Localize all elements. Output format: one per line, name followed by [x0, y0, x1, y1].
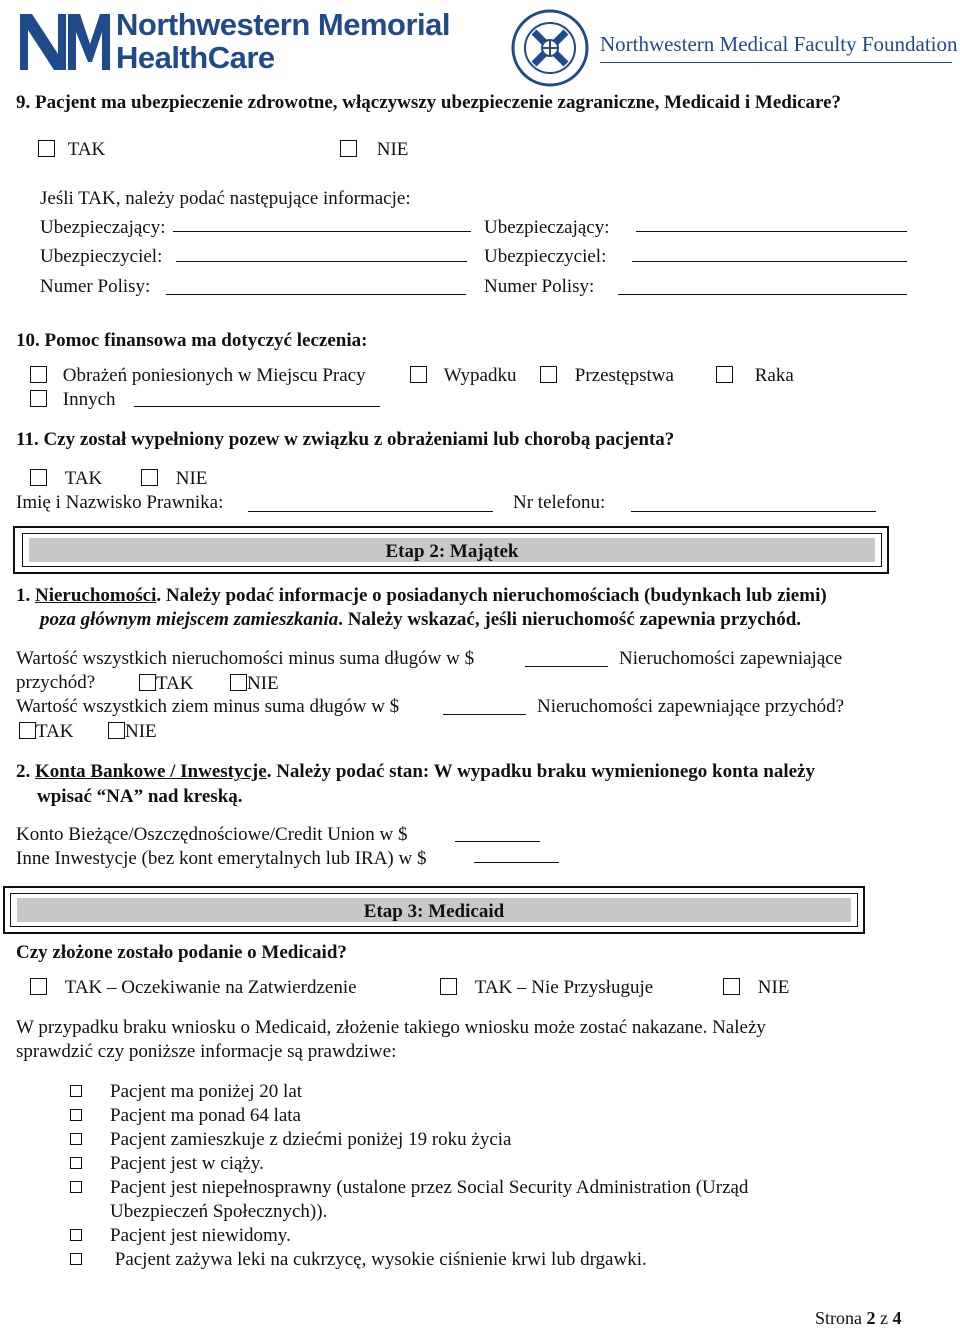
q9-insurer-1-field[interactable]	[173, 231, 471, 232]
q10-accident-checkbox[interactable]	[410, 366, 427, 383]
q10-other-checkbox[interactable]	[30, 390, 47, 407]
stage2-other-inv-label: Inne Inwestycje (bez kont emerytalnych lub IRA) w $	[16, 848, 427, 869]
stage2-r1-italic: poza głównym miejscem zamieszkania	[40, 609, 339, 630]
nm-logo-text	[116, 8, 450, 74]
stage2-land-yes-checkbox[interactable]	[19, 722, 36, 739]
checklist-box-icon[interactable]	[70, 1157, 82, 1169]
nm-logo-mark	[18, 10, 112, 72]
checklist-item[interactable]	[70, 1225, 291, 1247]
checklist-item-label: Pacjent ma poniżej 20 lat	[110, 1081, 303, 1102]
stage2-checking-label: Konto Bieżące/Oszczędnościowe/Credit Union w $	[16, 824, 408, 845]
checklist-item[interactable]	[70, 1249, 647, 1271]
checklist-item[interactable]	[70, 1153, 264, 1175]
checklist-item[interactable]	[70, 1081, 302, 1103]
q10-cancer-checkbox[interactable]	[716, 366, 733, 383]
stage2-r2-text: . Należy podać stan: W wypadku braku wymienionego konta należy	[266, 761, 815, 782]
q9-policy-2-field[interactable]	[618, 294, 907, 295]
q9-yes-option[interactable]	[38, 139, 105, 161]
q10-crime-checkbox[interactable]	[540, 366, 557, 383]
stage3-no-checkbox[interactable]	[723, 978, 740, 995]
stage2-prop-value-label: Wartość wszystkich nieruchomości minus suma długów w $	[16, 648, 475, 669]
stage3-pending-label: TAK – Oczekiwanie na Zatwierdzenie	[64, 977, 357, 998]
stage2-prop-yes-option[interactable]	[139, 673, 194, 695]
q11-yes-option[interactable]	[30, 468, 102, 490]
stage2-prop-no-checkbox[interactable]	[230, 674, 247, 691]
stage2-land-no-label: NIE	[125, 721, 157, 742]
stage2-r1-num: 1.	[16, 585, 31, 606]
q11-yes-label: TAK	[64, 468, 103, 489]
checklist-item-label: Pacjent ma ponad 64 lata	[110, 1105, 301, 1126]
q10-question: 10. Pomoc finansowa ma dotyczyć leczenia:	[16, 330, 368, 351]
q9-if-yes: Jeśli TAK, należy podać następujące informacje:	[40, 188, 411, 209]
stage2-r1-text2: . Należy wskazać, jeśli nieruchomość zapewnia przychód.	[338, 609, 802, 630]
stage3-denied-option[interactable]	[440, 977, 653, 999]
stage3-no-option[interactable]	[723, 977, 789, 999]
stage2-land-no-option[interactable]	[108, 721, 157, 743]
checklist-item-label: Pacjent zażywa leki na cukrzycę, wysokie ciśnienie krwi lub drgawki.	[110, 1249, 647, 1270]
q11-phone-field[interactable]	[631, 511, 876, 512]
checklist-item[interactable]	[70, 1105, 301, 1127]
page-of-word: z	[880, 1308, 888, 1328]
q9-insurer-2-field[interactable]	[636, 231, 907, 232]
stage2-land-value-label: Wartość wszystkich ziem minus suma długów w $	[16, 696, 400, 717]
stage2-r2-head: Konta Bankowe / Inwestycje	[35, 761, 267, 782]
stage3-no-label: NIE	[757, 977, 790, 998]
checklist-box-icon[interactable]	[70, 1133, 82, 1145]
stage2-land-income-label: Nieruchomości zapewniające przychód?	[537, 696, 845, 717]
q9-question: 9. Pacjent ma ubezpieczenie zdrowotne, włączywszy ubezpieczenie zagraniczne, Medicaid i Medicare?	[16, 92, 842, 113]
q9-no-label: NIE	[376, 139, 409, 160]
q10-other-label: Innych	[62, 389, 116, 410]
stage2-prop-yes-label: TAK	[156, 673, 194, 694]
checklist-item-continued: Ubezpieczeń Społecznych)).	[110, 1201, 328, 1222]
checklist-box-icon[interactable]	[70, 1229, 82, 1241]
q11-question: 11. Czy został wypełniony pozew w związku z obrażeniami lub chorobą pacjenta?	[16, 429, 675, 450]
checklist-item-label: Pacjent jest w ciąży.	[110, 1153, 264, 1174]
stage2-r1-text: . Należy podać informacje o posiadanych nieruchomościach (budynkach lub ziemi)	[156, 585, 827, 606]
q9-no-option[interactable]	[340, 139, 408, 161]
page-current: 2	[866, 1308, 876, 1328]
checklist-item-label: Pacjent jest niepełnosprawny (ustalone przez Social Security Administration (Urząd	[110, 1177, 749, 1198]
q9-yes-label: TAK	[67, 139, 106, 160]
nm-logo-line-1: Northwestern Memorial	[116, 7, 451, 42]
q11-lawyer-label: Imię i Nazwisko Prawnika:	[16, 492, 224, 513]
q10-work-label: Obrażeń poniesionych w Miejscu Pracy	[62, 365, 366, 386]
q9-policy-1-field[interactable]	[166, 294, 466, 295]
q9-policy-1-label: Numer Polisy:	[40, 276, 151, 297]
checklist-item[interactable]	[70, 1177, 748, 1199]
q9-insured-2-field[interactable]	[632, 261, 907, 262]
stage2-prop-no-label: NIE	[247, 673, 279, 694]
q11-no-label: NIE	[175, 468, 208, 489]
q9-insured-1-label: Ubezpieczyciel:	[40, 246, 163, 267]
page-total: 4	[892, 1308, 902, 1328]
stage3-question: Czy złożone zostało podanie o Medicaid?	[16, 942, 347, 963]
stage3-pending-checkbox[interactable]	[30, 978, 47, 995]
stage2-land-yes-option[interactable]	[19, 721, 74, 743]
stage2-r1-head: Nieruchomości	[35, 585, 157, 606]
q9-policy-2-label: Numer Polisy:	[484, 276, 595, 297]
checklist-box-icon[interactable]	[70, 1253, 82, 1265]
q10-work-checkbox[interactable]	[30, 366, 47, 383]
q11-phone-label: Nr telefonu:	[513, 492, 606, 513]
stage2-r2-line	[16, 761, 815, 783]
stage2-r2-text2: wpisać “NA” nad kreską.	[37, 786, 243, 807]
nm-logo-line-2: HealthCare	[116, 40, 275, 75]
stage3-pending-option[interactable]	[30, 977, 357, 999]
stage2-other-inv-field[interactable]	[474, 862, 559, 863]
stage2-prop-value-field[interactable]	[525, 666, 608, 667]
stage2-prop-no-option[interactable]	[230, 673, 279, 695]
q10-crime-option[interactable]	[540, 365, 674, 387]
q10-cancer-option[interactable]	[716, 365, 794, 387]
stage2-prop-income-label-b: przychód?	[16, 672, 96, 693]
stage2-r2-num: 2.	[16, 761, 31, 782]
checklist-item-label: Pacjent jest niewidomy.	[110, 1225, 291, 1246]
q9-insured-1-field[interactable]	[176, 261, 467, 262]
stage3-denied-label: TAK – Nie Przysługuje	[474, 977, 654, 998]
q9-insurer-2-label: Ubezpieczający:	[484, 217, 610, 238]
checklist-box-icon[interactable]	[70, 1181, 82, 1193]
q10-accident-option[interactable]	[410, 365, 516, 387]
stage2-checking-field[interactable]	[455, 841, 540, 842]
checklist-box-icon[interactable]	[70, 1085, 82, 1097]
stage2-title: Etap 2: Majątek	[385, 541, 519, 562]
checklist-item[interactable]	[70, 1129, 511, 1151]
stage3-note-line-2: sprawdzić czy poniższe informacje są prawdziwe:	[16, 1041, 397, 1062]
q11-yes-checkbox[interactable]	[30, 469, 47, 486]
stage2-land-yes-label: TAK	[36, 721, 74, 742]
q9-insurer-1-label: Ubezpieczający:	[40, 217, 166, 238]
q11-no-option[interactable]	[141, 468, 207, 490]
q9-no-checkbox[interactable]	[340, 140, 357, 157]
stage2-r1-line	[16, 585, 827, 607]
checklist-box-icon[interactable]	[70, 1109, 82, 1121]
q10-cancer-label: Raka	[754, 365, 794, 386]
q10-other-option[interactable]	[30, 389, 116, 411]
nmff-logo-text: Northwestern Medical Faculty Foundation	[600, 32, 958, 56]
q9-insured-2-label: Ubezpieczyciel:	[484, 246, 607, 267]
seal-logo	[510, 8, 590, 88]
stage2-prop-income-label-a: Nieruchomości zapewniające	[619, 648, 843, 669]
q11-no-checkbox[interactable]	[141, 469, 158, 486]
stage2-land-value-field[interactable]	[443, 714, 526, 715]
nmff-logo-underline	[600, 62, 952, 63]
page-word: Strona	[815, 1308, 862, 1328]
q11-lawyer-field[interactable]	[248, 511, 493, 512]
q10-crime-label: Przestępstwa	[574, 365, 674, 386]
q10-work-option[interactable]	[30, 365, 366, 387]
stage2-land-no-checkbox[interactable]	[108, 722, 125, 739]
q9-yes-checkbox[interactable]	[38, 140, 55, 157]
checklist-item-label: Pacjent zamieszkuje z dziećmi poniżej 19 roku życia	[110, 1129, 512, 1150]
q10-accident-label: Wypadku	[443, 365, 517, 386]
q10-other-field[interactable]	[134, 406, 380, 407]
page-number	[815, 1308, 902, 1329]
stage3-denied-checkbox[interactable]	[440, 978, 457, 995]
stage2-r1-line2	[40, 609, 801, 631]
stage3-title: Etap 3: Medicaid	[363, 901, 505, 922]
stage2-prop-yes-checkbox[interactable]	[139, 674, 156, 691]
stage3-note-line-1: W przypadku braku wniosku o Medicaid, złożenie takiego wniosku może zostać nakazane. Należy	[16, 1017, 766, 1038]
